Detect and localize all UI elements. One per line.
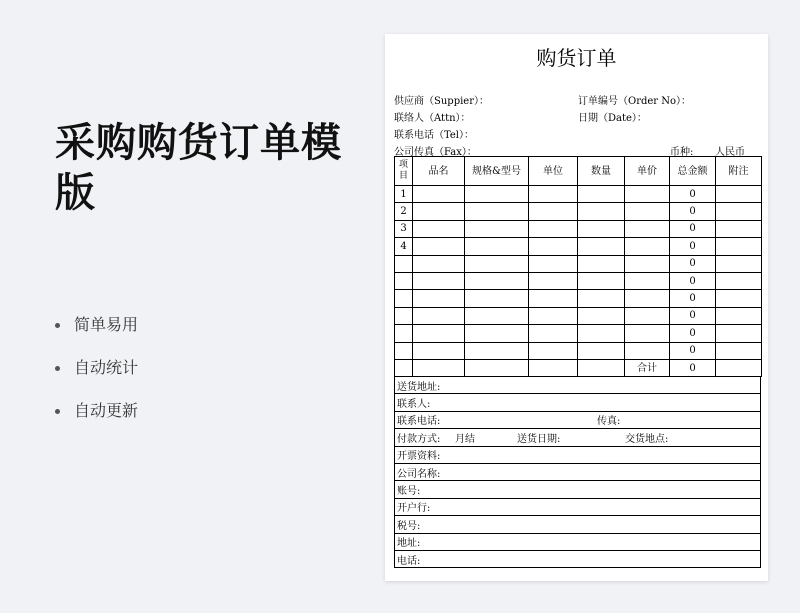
table-cell[interactable] [716, 203, 762, 220]
table-cell[interactable] [625, 325, 670, 342]
table-row [395, 203, 762, 220]
table-cell[interactable] [465, 290, 529, 307]
item-number-cell [395, 255, 413, 272]
fax-label: 传真: [597, 416, 621, 428]
table-header-row [395, 157, 762, 186]
phone-fax-field[interactable] [395, 411, 761, 428]
table-cell[interactable] [413, 272, 465, 289]
payment-label: 付款方式: [397, 433, 441, 445]
table-cell[interactable] [529, 186, 578, 203]
item-number-cell: 4 [395, 238, 413, 255]
table-cell[interactable] [716, 272, 762, 289]
table-row [395, 342, 762, 359]
item-total-cell: 0 [670, 220, 716, 237]
date-label: 日期（Date）： [578, 113, 647, 124]
table-row [395, 533, 761, 550]
table-cell[interactable] [625, 307, 670, 324]
bullet-dot-icon [55, 366, 60, 371]
column-header: 单价 [625, 157, 670, 186]
table-cell[interactable] [395, 359, 413, 376]
tel-label: 联系电话（Tel）： [394, 130, 475, 141]
item-number-cell: 2 [395, 203, 413, 220]
feature-item [55, 398, 138, 441]
table-cell[interactable] [625, 255, 670, 272]
supplier-label: 供应商（Suppier）： [394, 96, 489, 107]
table-cell[interactable] [529, 290, 578, 307]
table-cell[interactable] [413, 359, 465, 376]
table-cell[interactable] [716, 255, 762, 272]
table-cell[interactable] [716, 307, 762, 324]
account-field[interactable]: 账号: [395, 481, 761, 498]
table-cell[interactable] [465, 307, 529, 324]
table-cell[interactable] [625, 272, 670, 289]
contact-label: 联络人（Attn）： [394, 113, 471, 124]
table-cell[interactable] [465, 255, 529, 272]
table-cell[interactable] [716, 325, 762, 342]
document-title: 购货订单 [536, 46, 617, 70]
item-total-cell: 0 [670, 342, 716, 359]
table-cell[interactable] [716, 359, 762, 376]
feature-item [55, 312, 138, 355]
company-field[interactable]: 公司名称: [395, 463, 761, 480]
table-cell[interactable] [578, 359, 625, 376]
table-cell[interactable] [413, 220, 465, 237]
table-cell[interactable] [413, 342, 465, 359]
invoice-field[interactable]: 开票资料: [395, 446, 761, 463]
table-cell[interactable] [716, 290, 762, 307]
feature-label: 简单易用 [74, 315, 139, 334]
table-cell[interactable] [413, 203, 465, 220]
delivery-date-label: 送货日期: [517, 433, 561, 445]
table-row [395, 220, 762, 237]
item-number-cell: 3 [395, 220, 413, 237]
table-cell[interactable] [529, 238, 578, 255]
table-cell[interactable] [413, 186, 465, 203]
table-cell[interactable] [413, 238, 465, 255]
item-total-cell: 0 [670, 307, 716, 324]
sum-label: 合计 [625, 359, 670, 376]
table-cell[interactable] [625, 203, 670, 220]
table-cell[interactable] [465, 342, 529, 359]
currency-label: 币种: [670, 147, 694, 158]
table-row [395, 411, 761, 428]
table-cell[interactable] [529, 359, 578, 376]
table-cell[interactable] [413, 325, 465, 342]
item-number-cell [395, 325, 413, 342]
table-cell[interactable] [413, 255, 465, 272]
table-cell[interactable] [465, 186, 529, 203]
table-cell[interactable] [625, 290, 670, 307]
table-cell[interactable] [578, 325, 625, 342]
item-total-cell: 0 [670, 186, 716, 203]
feature-list [55, 312, 138, 441]
table-cell[interactable] [465, 238, 529, 255]
bullet-dot-icon [55, 409, 60, 414]
table-cell[interactable] [716, 238, 762, 255]
table-row [395, 377, 761, 394]
bank-field[interactable]: 开户行: [395, 498, 761, 515]
telephone-field[interactable]: 电话: [395, 550, 761, 567]
table-cell[interactable] [465, 325, 529, 342]
table-cell[interactable] [578, 203, 625, 220]
feature-label: 自动更新 [74, 401, 139, 420]
table-cell[interactable] [465, 359, 529, 376]
table-cell[interactable] [529, 203, 578, 220]
table-cell[interactable] [529, 272, 578, 289]
table-row [395, 325, 762, 342]
table-cell[interactable] [413, 307, 465, 324]
delivery-address-field[interactable]: 送货地址: [395, 377, 761, 394]
item-number-cell [395, 290, 413, 307]
item-total-cell: 0 [670, 325, 716, 342]
item-number-cell: 1 [395, 186, 413, 203]
items-table [394, 156, 762, 377]
item-total-cell: 0 [670, 238, 716, 255]
table-row [395, 481, 761, 498]
table-row [395, 272, 762, 289]
order-no-label: 订单编号（Order No）： [578, 96, 692, 107]
table-cell[interactable] [716, 342, 762, 359]
column-header: 数量 [578, 157, 625, 186]
table-cell[interactable] [465, 203, 529, 220]
table-row [395, 516, 761, 533]
sum-row [395, 359, 762, 376]
table-row [395, 446, 761, 463]
table-cell[interactable] [716, 220, 762, 237]
item-number-cell [395, 342, 413, 359]
table-cell[interactable] [625, 342, 670, 359]
left-panel [0, 0, 380, 613]
table-cell[interactable] [578, 186, 625, 203]
table-cell[interactable] [465, 220, 529, 237]
column-header: 附注 [716, 157, 762, 186]
table-row [395, 463, 761, 480]
table-row [395, 429, 761, 446]
table-cell[interactable] [529, 325, 578, 342]
phone-label: 联系电话: [397, 416, 441, 428]
column-header: 单位 [529, 157, 578, 186]
footer-table [394, 376, 761, 568]
item-total-cell: 0 [670, 255, 716, 272]
table-cell[interactable] [529, 220, 578, 237]
column-header: 规格&型号 [465, 157, 529, 186]
item-total-cell: 0 [670, 203, 716, 220]
table-cell[interactable] [578, 238, 625, 255]
delivery-place-label: 交货地点: [625, 433, 669, 445]
column-header: 品名 [413, 157, 465, 186]
table-cell[interactable] [625, 238, 670, 255]
table-row [395, 307, 762, 324]
currency-value: 人民币 [715, 147, 745, 158]
table-row [395, 498, 761, 515]
table-row [395, 186, 762, 203]
tax-field[interactable]: 税号: [395, 516, 761, 533]
item-total-cell: 0 [670, 290, 716, 307]
table-cell[interactable] [625, 186, 670, 203]
table-cell[interactable] [625, 220, 670, 237]
table-cell[interactable] [529, 307, 578, 324]
table-cell[interactable] [578, 342, 625, 359]
column-header: 总金额 [670, 157, 716, 186]
table-row [395, 290, 762, 307]
table-cell[interactable] [716, 186, 762, 203]
payment-value: 月结 [455, 433, 475, 445]
page-title: 采购购货订单模版 [55, 120, 342, 216]
table-cell[interactable] [413, 290, 465, 307]
table-cell[interactable] [578, 255, 625, 272]
item-total-cell: 0 [670, 272, 716, 289]
table-cell[interactable] [578, 220, 625, 237]
table-cell[interactable] [529, 342, 578, 359]
bullet-dot-icon [55, 323, 60, 328]
payment-field[interactable] [395, 429, 761, 446]
column-header: 项目 [395, 157, 413, 186]
table-cell[interactable] [578, 272, 625, 289]
table-cell[interactable] [465, 272, 529, 289]
feature-label: 自动统计 [74, 358, 139, 377]
order-document [385, 34, 768, 581]
table-row [395, 238, 762, 255]
table-cell[interactable] [578, 290, 625, 307]
item-number-cell [395, 272, 413, 289]
table-cell[interactable] [529, 255, 578, 272]
table-row [395, 255, 762, 272]
fax-label: 公司传真（Fax）： [394, 147, 477, 158]
table-row [395, 550, 761, 567]
feature-item [55, 355, 138, 398]
contact-person-field[interactable]: 联系人: [395, 394, 761, 411]
table-row [395, 394, 761, 411]
item-number-cell [395, 307, 413, 324]
sum-value: 0 [670, 359, 716, 376]
address-field[interactable]: 地址: [395, 533, 761, 550]
table-cell[interactable] [578, 307, 625, 324]
